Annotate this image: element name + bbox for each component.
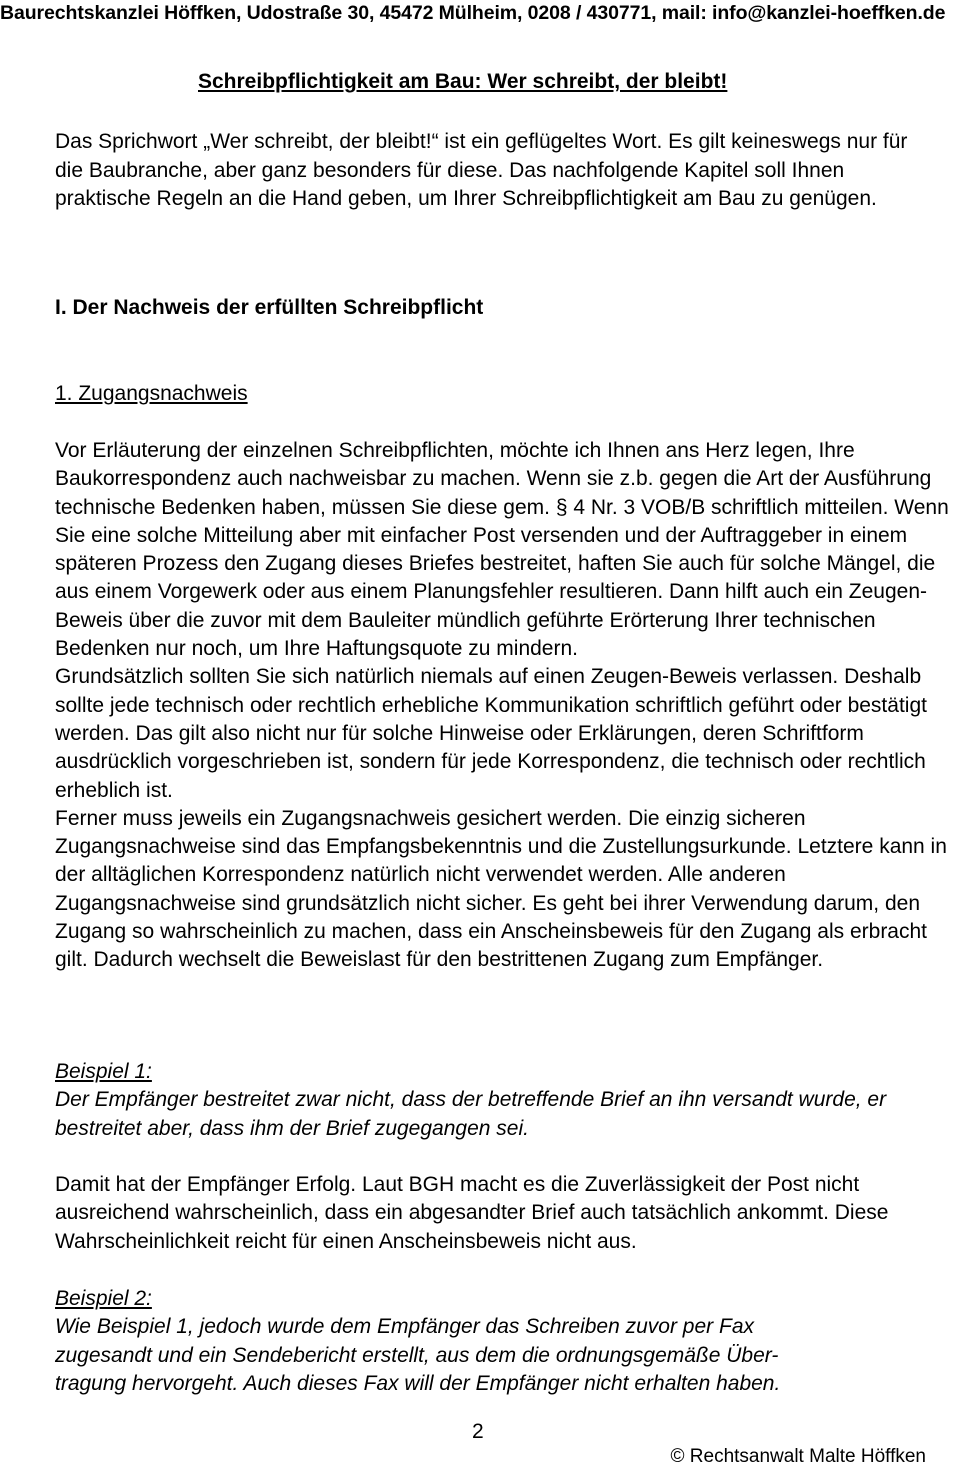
- page-footer: © Rechtsanwalt Malte Höffken: [670, 1446, 926, 1467]
- paragraph: Grundsätzlich sollten Sie sich natürlich niemals auf einen Zeugen-Beweis verlassen. Deshalb sollte jede technisch oder rechtlich erhebliche Kommunikation schriftlich geführt oder bestätigt werden. Das gilt also nicht nur für solche Hinweise oder Erklärungen, deren Schriftform ausdrücklich vorgeschrieben ist, sondern für jede Korrespondenz, die technisch oder rechtlich erheblich ist.: [55, 665, 927, 802]
- paragraph: Vor Erläuterung der einzelnen Schreibpflichten, möchte ich Ihnen ans Herz legen, Ihre Baukorrespondenz auch nachweisbar zu machen. Wenn sie z.b. gegen die Art der Ausführung technische Bedenken haben, müssen Sie diese gem. § 4 Nr. 3 VOB/B schriftlich mitteilen. Wenn Sie eine solche Mitteilung aber mit einfacher Post versenden und der Auftraggeber in einem späteren Prozess den Zugang dieses Briefes bestreitet, haften Sie auch für solche Mängel, die aus einem Vorgewerk oder aus einem Planungsfehler resultieren. Dann hilft auch ein Zeugen-Beweis über die zuvor mit dem Bauleiter mündlich geführte Erörterung Ihrer technischen Bedenken nur noch, um Ihre Haftungsquote zu mindern.: [55, 439, 949, 661]
- page-header: Baurechtskanzlei Höffken, Udostraße 30, 45472 Mülheim, 0208 / 430771, mail: info@kanzlei-hoeffken.de: [0, 2, 946, 24]
- paragraph: Ferner muss jeweils ein Zugangsnachweis gesichert werden. Die einzig sicheren Zugangsnachweise sind das Empfangsbekenntnis und die Zustellungsurkunde. Letztere kann in der alltäglichen Korrespondenz natürlich nicht verwendet werden. Alle anderen Zugangsnachweise sind grundsätzlich nicht sicher. Es geht bei ihrer Verwendung darum, den Zugang so wahrscheinlich zu machen, dass ein Anscheinsbeweis für den Zugang als erbracht gilt. Dadurch wechselt die Beweislast für den bestrittenen Zugang zum Empfänger.: [55, 806, 947, 972]
- example-1-text: Der Empfänger bestreitet zwar nicht, dass der betreffende Brief an ihn versandt wurde, er bestreitet aber, dass ihm der Brief zugegangen sei.: [55, 1088, 887, 1140]
- example-2-line: zugesandt und ein Sendebericht erstellt, aus dem die ordnungsgemäße Über-: [55, 1343, 779, 1367]
- example-2-line: Wie Beispiel 1, jedoch wurde dem Empfänger das Schreiben zuvor per Fax: [55, 1315, 754, 1339]
- example-1: [55, 1058, 935, 1143]
- example-1-commentary: Damit hat der Empfänger Erfolg. Laut BGH macht es die Zuverlässigkeit der Post nicht ausreichend wahrscheinlich, dass ein abgesandter Brief auch tatsächlich ankommt. Diese Wahrscheinlichkeit reicht für einen Anscheinsbeweis nicht aus.: [55, 1173, 889, 1253]
- section-heading: I. Der Nachweis der erfüllten Schreibpflicht: [55, 296, 484, 319]
- example-1-label: Beispiel 1:: [55, 1060, 152, 1083]
- document-title: Schreibpflichtigkeit am Bau: Wer schreibt, der bleibt!: [198, 70, 728, 93]
- page-number: 2: [472, 1420, 484, 1443]
- example-2-line: tragung hervorgeht. Auch dieses Fax will der Empfänger nicht erhalten haben.: [55, 1371, 781, 1395]
- intro-paragraph: Das Sprichwort „Wer schreibt, der bleibt!“ ist ein geflügeltes Wort. Es gilt keineswegs nur für die Baubranche, aber ganz besonders für diese. Das nachfolgende Kapitel soll Ihnen praktische Regeln an die Hand geben, um Ihrer Schreibpflichtigkeit am Bau zu genügen.: [55, 130, 908, 210]
- body-text: [55, 437, 960, 975]
- subsection-heading: 1. Zugangsnachweis: [55, 382, 248, 405]
- example-2: [55, 1285, 935, 1398]
- example-2-label: Beispiel 2:: [55, 1287, 152, 1310]
